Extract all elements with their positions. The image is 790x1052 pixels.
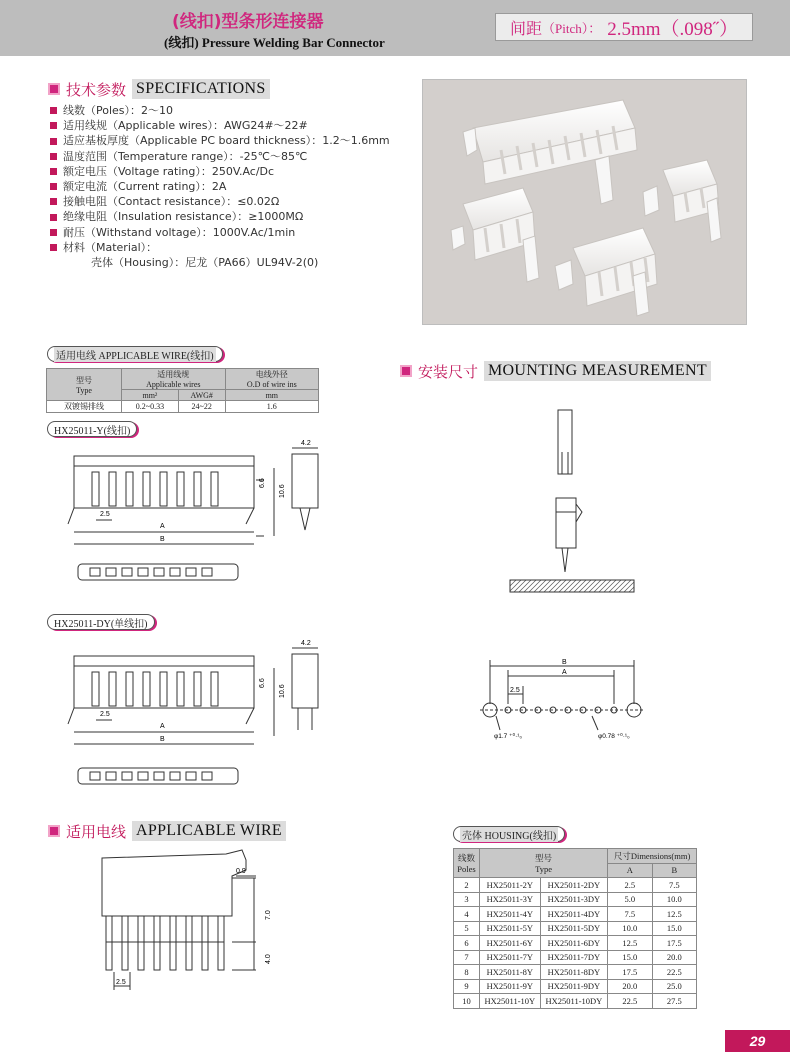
wire-dim-70: 7.0 (265, 910, 272, 920)
table-row (454, 965, 697, 980)
bullet-icon (50, 138, 57, 145)
table-cell: HX25011-7DY (540, 950, 607, 965)
table-cell: HX25011-10DY (540, 994, 607, 1009)
bullet-icon (50, 107, 57, 114)
table-cell: HX25011-6Y (480, 936, 541, 951)
y-type-tag: HX25011-Y(线扣) (47, 421, 137, 437)
table-cell: 17.5 (652, 936, 696, 951)
table-cell: 7.5 (652, 878, 696, 893)
table-cell: HX25011-2Y (480, 878, 541, 893)
mount-dim-a: A (562, 669, 567, 676)
table-cell: HX25011-5Y (480, 921, 541, 936)
applicable-wire-heading-en: APPLICABLE WIRE (132, 821, 286, 841)
pitch-label-cn: 间距 (510, 18, 543, 38)
bullet-icon (50, 183, 57, 190)
bullet-icon (50, 244, 57, 251)
connector-photo-illustration (423, 80, 748, 326)
table-cell: HX25011-8DY (540, 965, 607, 980)
dy-type-tag: HX25011-DY(单线扣) (47, 614, 155, 630)
y-type-drawing (60, 436, 340, 596)
mounting-hole-pattern (470, 656, 670, 746)
bullet-icon (50, 168, 57, 175)
dim-b-label: B (160, 536, 165, 543)
applicable-wire-table (46, 368, 319, 413)
dy-type-drawing (60, 636, 340, 796)
wire-dim-25: 2.5 (116, 979, 126, 986)
spec-item: 额定电压（Voltage rating）：250V.Ac/Dc (50, 164, 390, 179)
dim-66-label: 6.6 (259, 678, 266, 688)
table-cell: 15.0 (608, 950, 652, 965)
dim-a-label: A (160, 723, 165, 730)
applicable-wire-heading (48, 820, 286, 842)
ribbon-wire-drawing (96, 846, 296, 996)
table-cell: 9 (454, 979, 480, 994)
table-row (454, 878, 697, 893)
table-cell: 10 (454, 994, 480, 1009)
mounting-heading-cn: 安装尺寸 (418, 362, 479, 381)
housing-col-b: B (652, 863, 696, 878)
spec-item: 接触电阻（Contact resistance）：≤0.02Ω (50, 194, 390, 209)
dim-42-label: 4.2 (301, 440, 311, 447)
wire-sub-mm2: mm² (122, 390, 179, 401)
dim-a-label: A (160, 523, 165, 530)
page-number: 29 (725, 1030, 790, 1052)
dim-66-label: 6.6 (259, 478, 266, 488)
table-cell: 7 (454, 950, 480, 965)
table-cell: 2.5 (608, 878, 652, 893)
specifications-heading-en: SPECIFICATIONS (132, 79, 270, 99)
pitch-box (495, 13, 753, 41)
spec-item: 适用线规（Applicable wires）：AWG24#～22# (50, 118, 390, 133)
housing-col-type: 型号 Type (480, 849, 608, 878)
mounting-heading-en: MOUNTING MEASUREMENT (484, 361, 711, 381)
housing-col-dim: 尺寸Dimensions(mm) (608, 849, 697, 864)
bullet-icon (50, 122, 57, 129)
section-bullet-icon (400, 365, 412, 377)
wire-col-type: 型号 Type (47, 369, 122, 401)
bullet-icon (50, 229, 57, 236)
table-cell: 4 (454, 907, 480, 922)
table-cell: 22.5 (608, 994, 652, 1009)
dim-pitch-label: 2.5 (100, 511, 110, 518)
table-row (454, 979, 697, 994)
dim-42-label: 4.2 (301, 640, 311, 647)
housing-col-a: A (608, 863, 652, 878)
table-row (454, 950, 697, 965)
section-bullet-icon (48, 825, 60, 837)
housing-tag: 壳体 HOUSING(线扣) (453, 826, 565, 842)
table-row: 双镀锡排线 0.2~0.33 24~22 1.6 (47, 401, 319, 413)
title-cn: (线扣)型条形连接器 (172, 12, 324, 32)
table-cell: HX25011-3DY (540, 892, 607, 907)
pitch-label-en: （Pitch）： (542, 20, 602, 36)
applicable-wire-tag: 适用电线 APPLICABLE WIRE(线扣) (47, 346, 223, 362)
table-cell: 3 (454, 892, 480, 907)
table-cell: HX25011-8Y (480, 965, 541, 980)
wire-dim-09: 0.9 (236, 868, 246, 875)
product-photo (422, 79, 747, 325)
wire-dim-40: 4.0 (265, 954, 272, 964)
table-row (454, 892, 697, 907)
dim-106-label: 10.6 (279, 684, 286, 698)
specifications-heading (48, 78, 270, 100)
table-row (454, 994, 697, 1009)
table-cell: 2 (454, 878, 480, 893)
page-header (0, 0, 790, 56)
table-cell: 27.5 (652, 994, 696, 1009)
specifications-heading-cn: 技术参数 (66, 80, 127, 99)
bullet-icon (50, 153, 57, 160)
spec-item: 额定电流（Current rating）：2A (50, 179, 390, 194)
table-cell: HX25011-9Y (480, 979, 541, 994)
spec-item: 温度范围（Temperature range）：-25℃～85℃ (50, 149, 390, 164)
table-cell: 5.0 (608, 892, 652, 907)
wire-sub-awg: AWG# (178, 390, 225, 401)
table-cell: 5 (454, 921, 480, 936)
table-cell: 22.5 (652, 965, 696, 980)
mount-dim-b: B (562, 659, 567, 666)
table-cell: HX25011-7Y (480, 950, 541, 965)
dim-pitch-label: 2.5 (100, 711, 110, 718)
table-cell: 7.5 (608, 907, 652, 922)
wire-col-od: 电线外径 O.D of wire ins (225, 369, 318, 390)
table-cell: HX25011-4Y (480, 907, 541, 922)
table-cell: HX25011-4DY (540, 907, 607, 922)
title-en: (线扣) Pressure Welding Bar Connector (164, 35, 385, 50)
spec-item: 线数（Poles）：2～10 (50, 103, 390, 118)
table-cell: HX25011-6DY (540, 936, 607, 951)
table-cell: HX25011-2DY (540, 878, 607, 893)
housing-table (453, 848, 697, 1009)
table-cell: 15.0 (652, 921, 696, 936)
table-cell: 12.5 (608, 936, 652, 951)
mounting-heading (400, 360, 711, 382)
bullet-icon (50, 198, 57, 205)
table-cell: 20.0 (608, 979, 652, 994)
wire-col-applicable: 适用线规 Applicable wires (122, 369, 226, 390)
pitch-value: 2.5mm（.098˝） (607, 18, 739, 40)
wire-sub-mm: mm (225, 390, 318, 401)
spec-item: 绝缘电阻（Insulation resistance）：≥1000MΩ (50, 209, 390, 224)
dim-b-label: B (160, 736, 165, 743)
mount-dim-pitch: 2.5 (510, 687, 520, 694)
table-cell: 10.0 (608, 921, 652, 936)
table-cell: 12.5 (652, 907, 696, 922)
table-cell: 20.0 (652, 950, 696, 965)
spec-item: 耐压（Withstand voltage）：1000V.Ac/1min (50, 225, 390, 240)
dim-106-label: 10.6 (279, 484, 286, 498)
table-cell: 8 (454, 965, 480, 980)
spec-housing-line: 壳体（Housing）：尼龙（PA66）UL94V-2(0) (91, 256, 319, 270)
table-cell: 25.0 (652, 979, 696, 994)
table-cell: 10.0 (652, 892, 696, 907)
table-cell: HX25011-5DY (540, 921, 607, 936)
applicable-wire-heading-cn: 适用电线 (66, 822, 127, 841)
table-cell: HX25011-3Y (480, 892, 541, 907)
table-cell: HX25011-10Y (480, 994, 541, 1009)
table-row (454, 936, 697, 951)
spec-item: 材料（Material）： (50, 240, 390, 255)
mount-hole-small: φ0.78 ⁺⁰·¹₀ (598, 733, 630, 740)
table-cell: HX25011-9DY (540, 979, 607, 994)
mounting-side-drawing (500, 406, 640, 596)
table-cell: 17.5 (608, 965, 652, 980)
bullet-icon (50, 214, 57, 221)
table-row (454, 921, 697, 936)
spec-list (50, 103, 390, 270)
spec-item: 适应基板厚度（Applicable PC board thickness）：1.2～1.6mm (50, 133, 390, 148)
section-bullet-icon (48, 83, 60, 95)
table-cell: 6 (454, 936, 480, 951)
housing-col-poles: 线数 Poles (454, 849, 480, 878)
table-row (454, 907, 697, 922)
mount-hole-big: φ1.7 ⁺⁰·¹₀ (494, 733, 523, 740)
